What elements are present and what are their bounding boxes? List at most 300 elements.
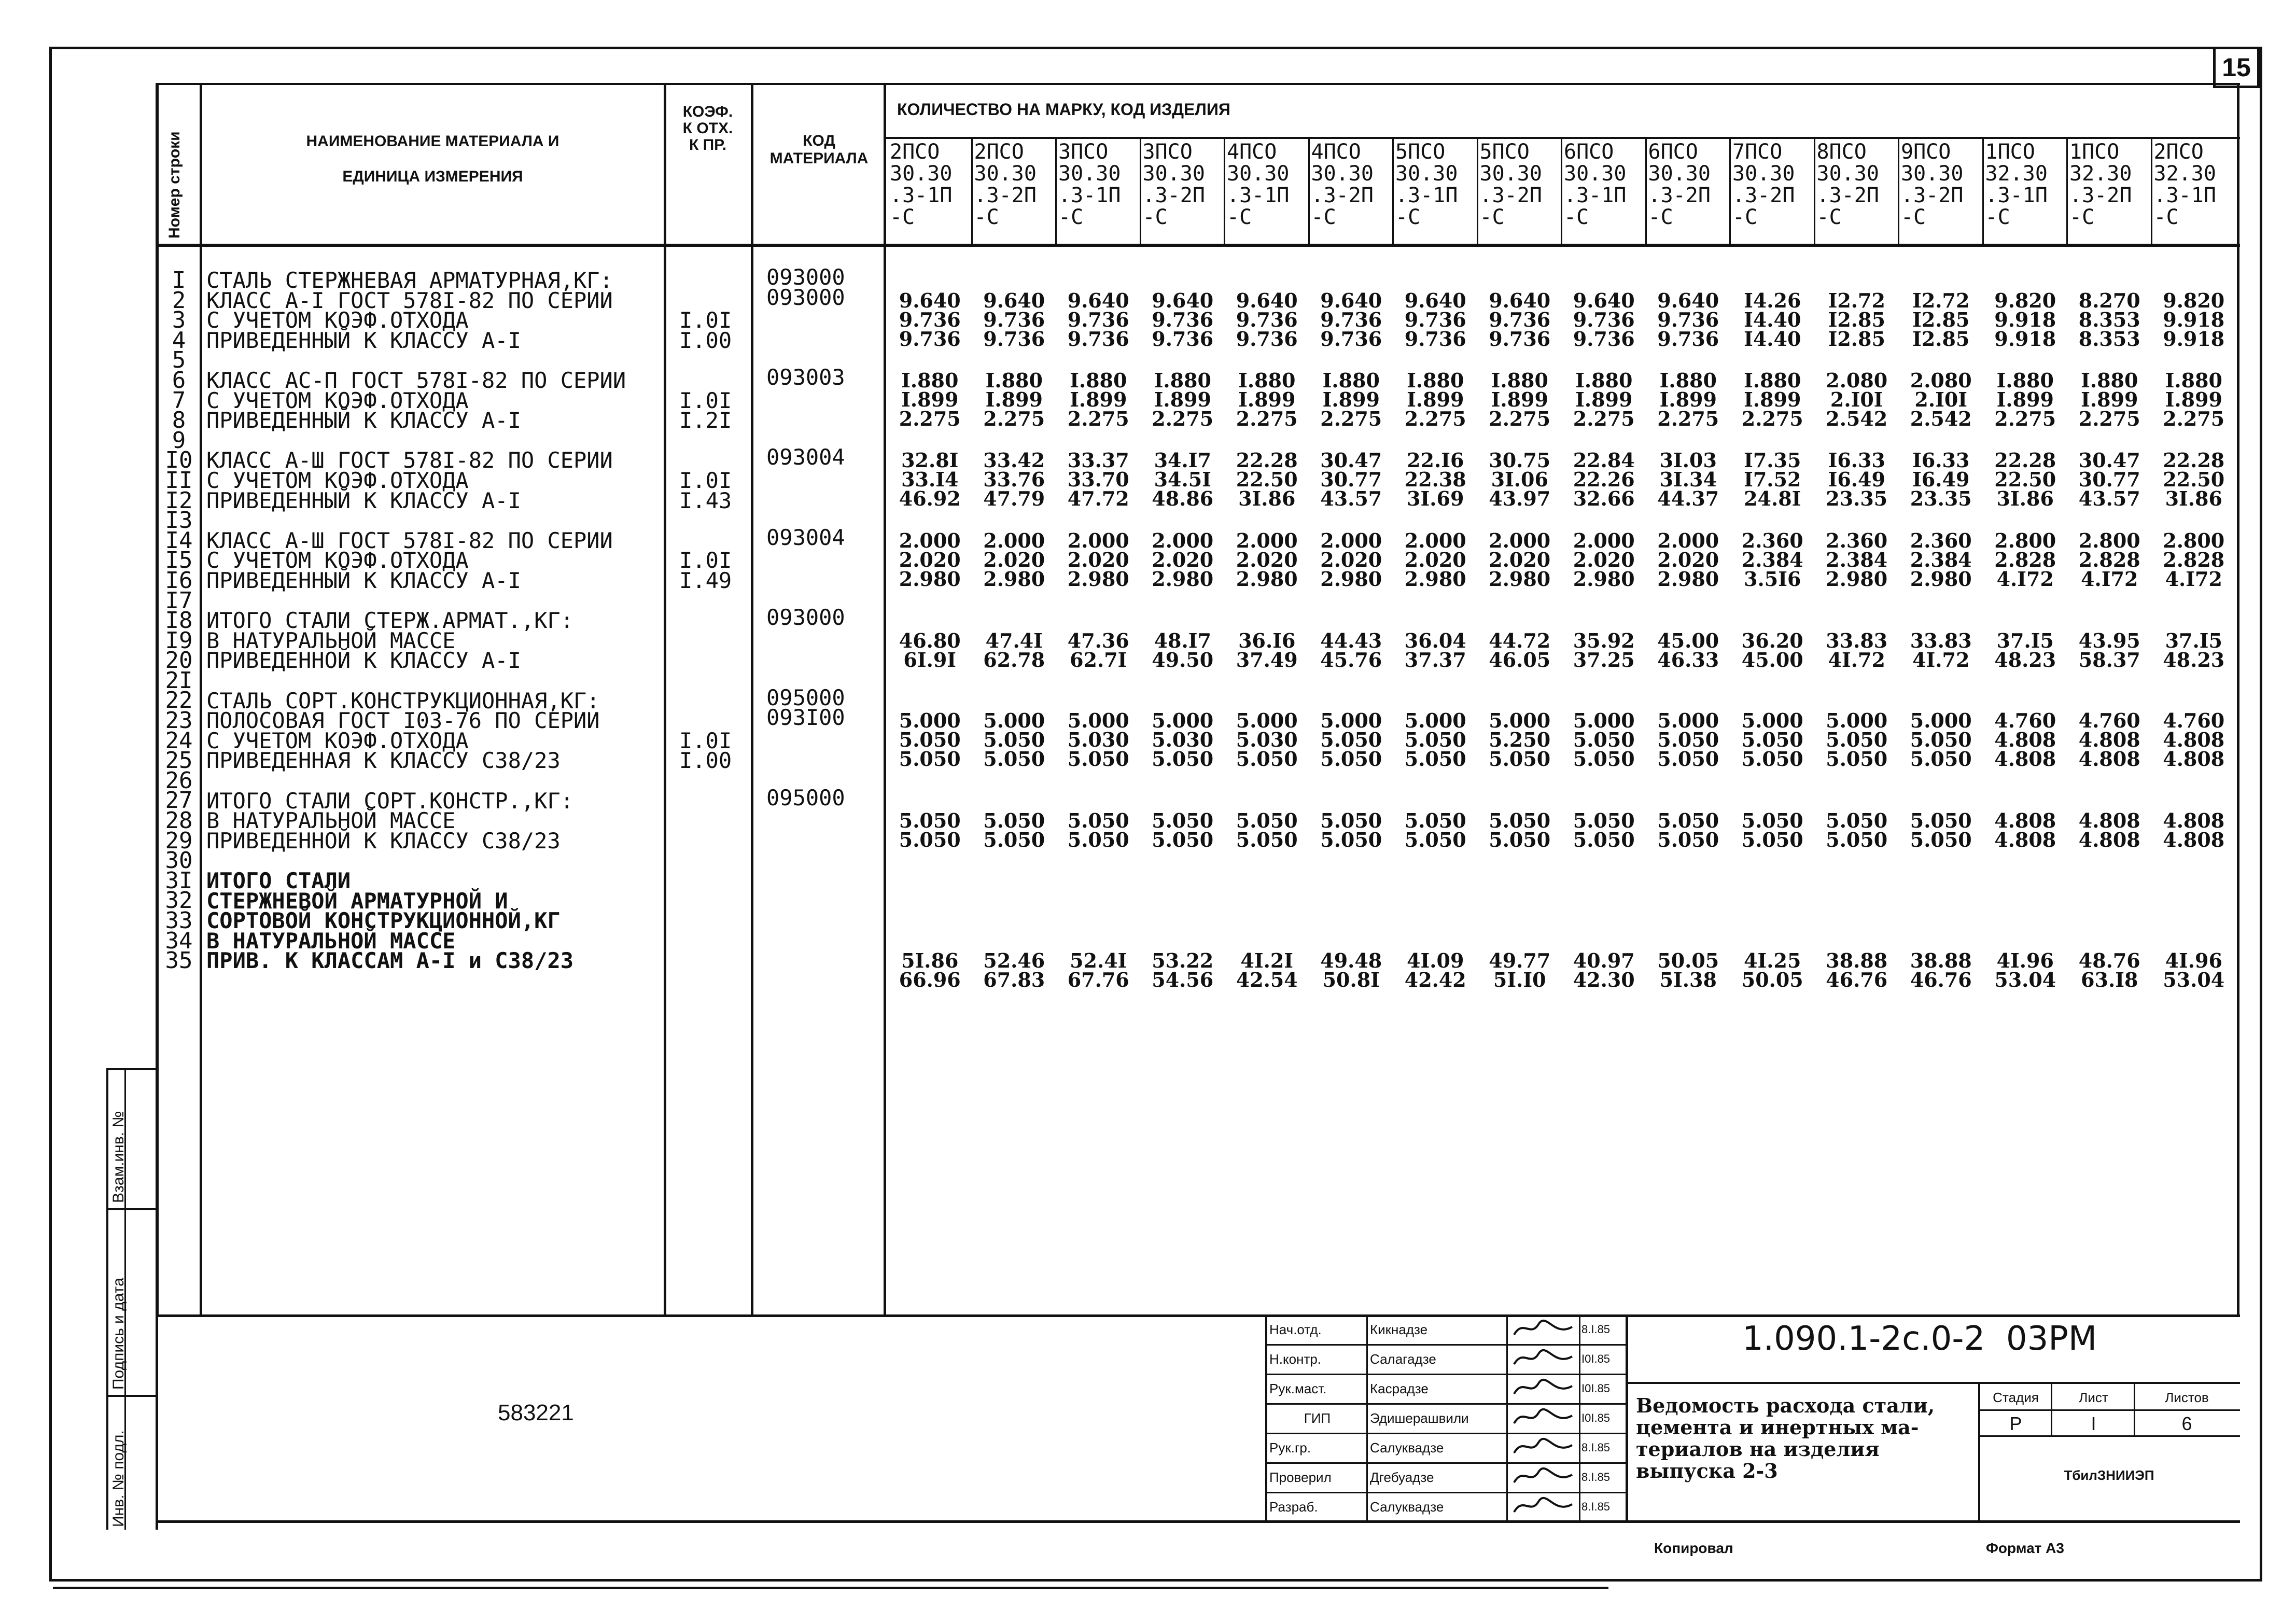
quantity-value: 9.736 <box>1573 327 1635 351</box>
margin-strip-top <box>106 1068 158 1070</box>
quantity-value: 5.030 <box>1236 728 1298 752</box>
column-header-line: .3-1П <box>1058 184 1121 207</box>
quantity-value: 5.050 <box>1910 747 1972 771</box>
quantity-value: 5.050 <box>1152 809 1214 833</box>
quantity-cell <box>1225 371 1309 428</box>
row-number: 32 <box>165 887 193 914</box>
row-number: 2 <box>172 287 186 314</box>
quantity-value: 9.640 <box>1489 288 1551 312</box>
row-number: I3 <box>165 507 193 534</box>
archive-number: 583221 <box>498 1400 574 1425</box>
quantity-value: 30.47 <box>1320 449 1382 472</box>
tb-stage: Р <box>2009 1414 2022 1434</box>
quantity-value: 5.050 <box>1741 747 1803 771</box>
material-code: 095000 093I00 <box>766 684 845 731</box>
margin-strip-right <box>156 1068 158 1530</box>
column-header-line: -С <box>2153 205 2179 228</box>
quantity-value: 9.736 <box>1067 327 1129 351</box>
quantity-value: 43.57 <box>1320 487 1382 511</box>
tb-stage-div1 <box>2051 1382 2052 1436</box>
quantity-value: 48.86 <box>1152 487 1214 511</box>
column-header-line: .3-2П <box>974 184 1037 207</box>
quantity-cell <box>2152 709 2236 771</box>
quantity-cell <box>1562 709 1646 771</box>
quantity-value: I.899 <box>1070 388 1127 411</box>
quantity-cell <box>2067 449 2152 511</box>
quantity-cell <box>1309 809 1394 852</box>
quantity-value: 37.37 <box>1404 648 1466 671</box>
row-number: 6 <box>172 367 186 394</box>
row-number: I8 <box>165 607 193 634</box>
quantity-value: 2.980 <box>1236 567 1298 591</box>
column-header-line: 30.30 <box>1648 162 1711 186</box>
quantity-cell <box>1225 709 1309 771</box>
quantity-value: 52.4I <box>1070 949 1127 973</box>
quantity-value: 3I.06 <box>1491 468 1548 492</box>
header-material-name-line1: НАИМЕНОВАНИЕ МАТЕРИАЛА И <box>306 133 559 150</box>
tb-person-divider <box>1265 1433 1628 1434</box>
row-number: 24 <box>165 727 193 754</box>
quantity-value: 2.275 <box>1657 407 1719 430</box>
column-header-divider <box>1982 138 1984 245</box>
quantity-cell <box>1393 288 1478 351</box>
quantity-cell <box>1141 628 1225 671</box>
quantity-value: 2.275 <box>2163 407 2225 430</box>
quantity-value: 23.35 <box>1826 487 1888 511</box>
column-header <box>1648 141 1729 228</box>
material-name: ИТОГО СТАЛИ СОРТ.КОНСТР.,КГ: В НАТУРАЛЬНОЙ МАССЕ ПРИВЕДЕННОЙ К КЛАССУ С38/23 <box>206 788 574 854</box>
quantity-value: 9.736 <box>983 307 1045 331</box>
quantity-value: 36.04 <box>1404 628 1466 652</box>
quantity-cell <box>1815 528 1899 591</box>
quantity-value: 8.353 <box>2078 327 2140 351</box>
row-number: 33 <box>165 907 193 934</box>
column-header-line: -С <box>1648 205 1673 228</box>
quantity-value: 9.918 <box>2163 307 2225 331</box>
quantity-value: 5.050 <box>1573 728 1635 752</box>
column-header-line: .3-2П <box>1816 184 1879 207</box>
quantity-cell <box>2152 288 2236 351</box>
quantity-value: 5.050 <box>1489 809 1551 833</box>
quantity-value: 9.736 <box>899 327 961 351</box>
material-code: 093000 <box>766 605 845 631</box>
quantity-cell <box>1309 528 1394 591</box>
quantity-value: 4.760 <box>2163 709 2225 733</box>
quantity-value: 9.640 <box>1320 288 1382 312</box>
quantity-value: 5.050 <box>899 728 961 752</box>
col-divider-name <box>664 83 666 1317</box>
quantity-cell <box>1983 288 2068 351</box>
quantity-value: 5.050 <box>1826 809 1888 833</box>
quantity-value: 5.050 <box>1320 828 1382 852</box>
quantity-value: 4.808 <box>1994 747 2056 771</box>
tb-person-name: Салуквадзе <box>1370 1499 1444 1515</box>
column-header <box>1985 141 2066 228</box>
row-number: 25 <box>165 747 193 774</box>
quantity-cell <box>1646 809 1731 852</box>
quantity-value: 32.66 <box>1573 487 1635 511</box>
quantity-value: I4.26 <box>1744 288 1801 312</box>
quantity-value: 3I.86 <box>1996 487 2054 511</box>
column-header-line: .3-1П <box>1985 184 2048 207</box>
material-name: КЛАСС А-Ш ГОСТ 578I-82 ПО СЕРИИ С УЧЕТОМ КОЭФ.ОТХОДА ПРИВЕДЕННЫЙ К КЛАССУ А-I <box>206 447 613 513</box>
quantity-value: I.899 <box>1322 388 1380 411</box>
quantity-value: 4I.25 <box>1744 949 1801 973</box>
tb-designation-bottom <box>1626 1382 2240 1384</box>
column-header-divider <box>1729 138 1731 245</box>
quantity-value: I.899 <box>985 388 1043 411</box>
quantity-cell <box>1646 949 1731 992</box>
quantity-value: 9.640 <box>1657 288 1719 312</box>
quantity-value: 42.42 <box>1404 968 1466 992</box>
quantity-value: 9.736 <box>1489 327 1551 351</box>
quantity-value: 49.48 <box>1320 949 1382 973</box>
quantity-value: 9.820 <box>2163 288 2225 312</box>
quantity-value: 2.828 <box>1994 548 2056 571</box>
quantity-value: 5.000 <box>1067 709 1129 733</box>
quantity-cell <box>1815 288 1899 351</box>
quantity-value: 2.000 <box>1573 528 1635 552</box>
column-header-line: 5ПСО <box>1395 141 1446 164</box>
quantity-cell <box>1056 949 1141 992</box>
row-number: 30 <box>165 847 193 874</box>
quantity-value: 45.76 <box>1320 648 1382 671</box>
quantity-cell <box>1393 809 1478 852</box>
quantity-value: 5.050 <box>1573 828 1635 852</box>
tb-sheet-label: Лист <box>2079 1390 2108 1405</box>
column-header-line: .3-1П <box>2153 184 2216 207</box>
quantity-value: 5.050 <box>1320 809 1382 833</box>
quantity-value: 5.050 <box>1657 747 1719 771</box>
quantity-cell <box>972 528 1057 591</box>
quantity-cell <box>1815 949 1899 992</box>
col-divider-coef <box>751 83 753 1317</box>
header-coef-line1: КОЭФ. <box>682 103 733 120</box>
column-header-line: -С <box>1564 205 1589 228</box>
quantity-cell <box>1983 371 2068 428</box>
quantity-value: 5.050 <box>1489 828 1551 852</box>
quantity-value: 5.000 <box>1826 709 1888 733</box>
quantity-value: 4I.72 <box>1828 648 1885 671</box>
quantity-value: 58.37 <box>2078 648 2140 671</box>
tb-sheet: I <box>2091 1414 2096 1434</box>
bottom-shadow-line <box>53 1587 1608 1589</box>
column-header <box>1732 141 1813 228</box>
column-header-line: -С <box>1227 205 1252 228</box>
column-header-line: 9ПСО <box>1901 141 1951 164</box>
header-quantity-title: КОЛИЧЕСТВО НА МАРКУ, КОД ИЗДЕЛИЯ <box>897 100 1230 119</box>
quantity-cell <box>2152 949 2236 992</box>
signature-mark <box>1510 1464 1577 1490</box>
quantity-value: 46.76 <box>1910 968 1972 992</box>
quantity-value: 50.8I <box>1322 968 1380 992</box>
column-header-line: 3ПСО <box>1142 141 1193 164</box>
quantity-value: 9.736 <box>1320 307 1382 331</box>
quantity-value: I.880 <box>1070 369 1127 392</box>
quantity-value: 48.I7 <box>1154 628 1211 652</box>
column-header-line: .3-1П <box>890 184 953 207</box>
tb-person-date: 8.I.85 <box>1581 1441 1611 1454</box>
quantity-value: 2.828 <box>2163 548 2225 571</box>
quantity-cell <box>1393 709 1478 771</box>
column-header-line: 32.30 <box>1985 162 2048 186</box>
quantity-value: 2.980 <box>1573 567 1635 591</box>
quantity-value: 33.83 <box>1910 628 1972 652</box>
quantity-value: 2.275 <box>1404 407 1466 430</box>
quantity-value: 2.020 <box>1489 548 1551 571</box>
quantity-value: I4.40 <box>1744 327 1801 351</box>
quantity-value: 5.000 <box>983 709 1045 733</box>
quantity-value: 33.83 <box>1826 628 1888 652</box>
quantity-value: 46.33 <box>1657 648 1719 671</box>
quantity-value: 3I.69 <box>1407 487 1464 511</box>
quantity-value: 23.35 <box>1910 487 1972 511</box>
quantity-cell <box>1730 809 1815 852</box>
quantity-cell <box>1730 709 1815 771</box>
quantity-cell <box>1478 371 1562 428</box>
tb-stage-div2 <box>2134 1382 2135 1436</box>
quantity-value: 3I.03 <box>1659 449 1717 472</box>
quantity-cell <box>1646 628 1731 671</box>
signature-mark <box>1510 1405 1577 1431</box>
quantity-cell <box>1478 449 1562 511</box>
bottom-block-top <box>156 1314 2240 1317</box>
row-number: I7 <box>165 587 193 614</box>
quantity-value: 2.980 <box>1910 567 1972 591</box>
tb-person-name: Дгебуадзе <box>1370 1470 1434 1485</box>
quantity-value: 5.050 <box>1573 747 1635 771</box>
quantity-value: I.899 <box>1491 388 1548 411</box>
quantity-value: 2.000 <box>1067 528 1129 552</box>
quantity-value: 4.808 <box>2078 828 2140 852</box>
quantity-value: 62.7I <box>1070 648 1127 671</box>
tb-sheets-label: Листов <box>2165 1390 2209 1405</box>
row-number: 8 <box>172 407 186 434</box>
quantity-value: 5.050 <box>1067 809 1129 833</box>
quantity-value: 45.00 <box>1657 628 1719 652</box>
quantity-cell <box>1730 949 1815 992</box>
quantity-value: 5.000 <box>1573 709 1635 733</box>
header-material-name <box>203 130 662 189</box>
quantity-value: 5.050 <box>899 828 961 852</box>
quantity-value: 5.000 <box>1152 709 1214 733</box>
quantity-value: 47.72 <box>1067 487 1129 511</box>
quantity-cell <box>1478 809 1562 852</box>
quantity-value: I2.85 <box>1912 327 1970 351</box>
column-header <box>1480 141 1560 228</box>
column-header-line: 1ПСО <box>2069 141 2120 164</box>
quantity-value: 5.050 <box>1910 809 1972 833</box>
column-header-line: 6ПСО <box>1648 141 1698 164</box>
quantity-value: I.880 <box>1407 369 1464 392</box>
quantity-value: 2.020 <box>1573 548 1635 571</box>
quantity-value: I.880 <box>1491 369 1548 392</box>
quantity-value: 2.000 <box>1152 528 1214 552</box>
material-name: СТАЛЬ СОРТ.КОНСТРУКЦИОННАЯ,КГ: ПОЛОСОВАЯ ГОСТ I03-76 ПО СЕРИИ С УЧЕТОМ КОЭФ.ОТХОДА ПРИВЕДЕННАЯ К КЛАССУ С38/23 <box>206 688 600 774</box>
quantity-value: 22.28 <box>1994 449 2056 472</box>
quantity-cell <box>1141 709 1225 771</box>
quantity-value: 22.50 <box>1236 468 1298 492</box>
quantity-cell <box>1056 809 1141 852</box>
quantity-cell <box>1225 809 1309 852</box>
quantity-value: 4.808 <box>2078 747 2140 771</box>
quantity-value: 9.736 <box>1657 307 1719 331</box>
quantity-cell <box>888 528 972 591</box>
quantity-cell <box>1730 449 1815 511</box>
quantity-value: 5.030 <box>1067 728 1129 752</box>
quantity-value: 2.020 <box>1152 548 1214 571</box>
row-number: 23 <box>165 707 193 734</box>
quantity-value: I.899 <box>1659 388 1717 411</box>
quantity-cell <box>1983 628 2068 671</box>
quantity-value: 5.000 <box>1320 709 1382 733</box>
quantity-value: 2.275 <box>1489 407 1551 430</box>
quantity-value: 9.918 <box>1994 327 2056 351</box>
quantity-value: 4.808 <box>2163 809 2225 833</box>
margin-strip-div2 <box>106 1395 158 1397</box>
quantity-cell <box>2152 528 2236 591</box>
quantity-value: 5.050 <box>899 809 961 833</box>
column-header-line: 30.30 <box>1142 162 1205 186</box>
quantity-value: 38.88 <box>1910 949 1972 973</box>
column-header-line: -С <box>1142 205 1168 228</box>
quantity-cell <box>1478 949 1562 992</box>
column-header-divider <box>1477 138 1478 245</box>
quantity-value: 37.I5 <box>1996 628 2054 652</box>
tb-person-divider <box>1265 1344 1628 1346</box>
tb-stage-row2 <box>1978 1435 2240 1437</box>
quantity-value: 9.736 <box>1573 307 1635 331</box>
quantity-value: 9.736 <box>899 307 961 331</box>
quantity-value: 2.800 <box>1994 528 2056 552</box>
column-header-line: -С <box>1311 205 1336 228</box>
quantity-cell <box>888 288 972 351</box>
quantity-value: 46.05 <box>1489 648 1551 671</box>
quantity-value: 37.25 <box>1573 648 1635 671</box>
quantity-value: I2.85 <box>1828 307 1885 331</box>
quantity-cell <box>972 809 1057 852</box>
quantity-value: 48.23 <box>1994 648 2056 671</box>
quantity-value: 5.000 <box>1404 709 1466 733</box>
quantity-cell <box>1309 628 1394 671</box>
quantity-cell <box>1646 371 1731 428</box>
quantity-value: 5.050 <box>1236 809 1298 833</box>
quantity-cell <box>1056 449 1141 511</box>
quantity-cell <box>2152 371 2236 428</box>
column-header <box>1564 141 1644 228</box>
column-header-divider <box>1308 138 1310 245</box>
quantity-value: I.899 <box>1407 388 1464 411</box>
tb-person-name: Салагадзе <box>1370 1351 1436 1367</box>
quantity-value: 2.020 <box>1404 548 1466 571</box>
quantity-value: 9.736 <box>1320 327 1382 351</box>
quantity-value: 9.640 <box>1404 288 1466 312</box>
quantity-cell <box>1056 628 1141 671</box>
quantity-value: 2.020 <box>1657 548 1719 571</box>
quantity-value: 2.360 <box>1741 528 1803 552</box>
quantity-value: 3I.86 <box>1238 487 1296 511</box>
tb-person-date: 8.I.85 <box>1581 1500 1611 1513</box>
row-number: I2 <box>165 487 193 514</box>
quantity-value: 22.I6 <box>1407 449 1464 472</box>
quantity-value: 5I.38 <box>1659 968 1717 992</box>
column-header-line: 32.30 <box>2153 162 2216 186</box>
column-header-line: -С <box>1479 205 1505 228</box>
column-header-line: 30.30 <box>1564 162 1627 186</box>
quantity-cell <box>1225 449 1309 511</box>
quantity-cell <box>972 709 1057 771</box>
quantity-cell <box>1562 288 1646 351</box>
tb-designation: 1.090.1-2с.0-2 03РМ <box>1742 1320 2097 1358</box>
col-divider-code <box>884 83 886 1317</box>
quantity-value: I2.85 <box>1828 327 1885 351</box>
quantity-value: 52.46 <box>983 949 1045 973</box>
footer-copied: Копировал <box>1654 1540 1733 1556</box>
quantity-value: 4.808 <box>2163 747 2225 771</box>
quantity-cell <box>1056 288 1141 351</box>
quantity-value: I.899 <box>2081 388 2138 411</box>
quantity-value: 5.050 <box>983 809 1045 833</box>
column-header-line: .3-2П <box>1732 184 1795 207</box>
column-header-divider <box>1814 138 1815 245</box>
quantity-value: 2.275 <box>1236 407 1298 430</box>
quantity-cell <box>1730 371 1815 428</box>
quantity-value: 5.050 <box>899 747 961 771</box>
row-number: 3 <box>172 307 186 334</box>
quantity-value: 4.808 <box>2078 809 2140 833</box>
material-name: ИТОГО СТАЛИ СТЕРЖНЕВОЙ АРМАТУРНОЙ И СОРТОВОЙ КОНСТРУКЦИОННОЙ,КГ В НАТУРАЛЬНОЙ МАССЕ ПРИВ. К КЛАССАМ А-I и С38/23 <box>206 868 574 974</box>
column-header-line: 1ПСО <box>1985 141 2035 164</box>
quantity-cell <box>1141 449 1225 511</box>
margin-inv-no: Инв. № подл. <box>110 1430 127 1527</box>
quantity-cell <box>1141 288 1225 351</box>
quantity-cell <box>2067 709 2152 771</box>
quantity-value: 5.050 <box>1152 828 1214 852</box>
tb-col1 <box>1366 1314 1368 1522</box>
quantity-value: 46.80 <box>899 628 961 652</box>
quantity-value: 5.050 <box>1826 747 1888 771</box>
column-header <box>1058 141 1139 228</box>
quantity-value: I7.35 <box>1744 449 1801 472</box>
column-header-line: 30.30 <box>1479 162 1542 186</box>
row-number: II <box>165 467 193 494</box>
quantity-value: 22.50 <box>1994 468 2056 492</box>
quantity-cell <box>1730 628 1815 671</box>
quantity-cell <box>1983 449 2068 511</box>
quantity-value: 45.00 <box>1741 648 1803 671</box>
quantity-value: 2.080 <box>1910 369 1972 392</box>
tb-person-divider <box>1265 1462 1628 1464</box>
quantity-cell <box>1983 949 2068 992</box>
header-bottom <box>156 244 2240 247</box>
quantity-value: 2.542 <box>1910 407 1972 430</box>
row-number: 3I <box>165 867 193 894</box>
header-code-line1: КОД <box>803 132 835 149</box>
quantity-value: 22.84 <box>1573 449 1635 472</box>
column-header-line: 7ПСО <box>1732 141 1783 164</box>
column-header-line: -С <box>2069 205 2095 228</box>
quantity-cell <box>2067 628 2152 671</box>
tb-person-date: I0I.85 <box>1581 1352 1611 1365</box>
quantity-value: 5.050 <box>1320 728 1382 752</box>
quantity-cell <box>1646 288 1731 351</box>
quantity-value: 4.760 <box>1994 709 2056 733</box>
quantity-cell <box>972 288 1057 351</box>
column-header-line: -С <box>1816 205 1842 228</box>
signature-mark <box>1510 1317 1577 1342</box>
quantity-value: I6.33 <box>1912 449 1970 472</box>
quantity-value: 5.050 <box>1741 728 1803 752</box>
